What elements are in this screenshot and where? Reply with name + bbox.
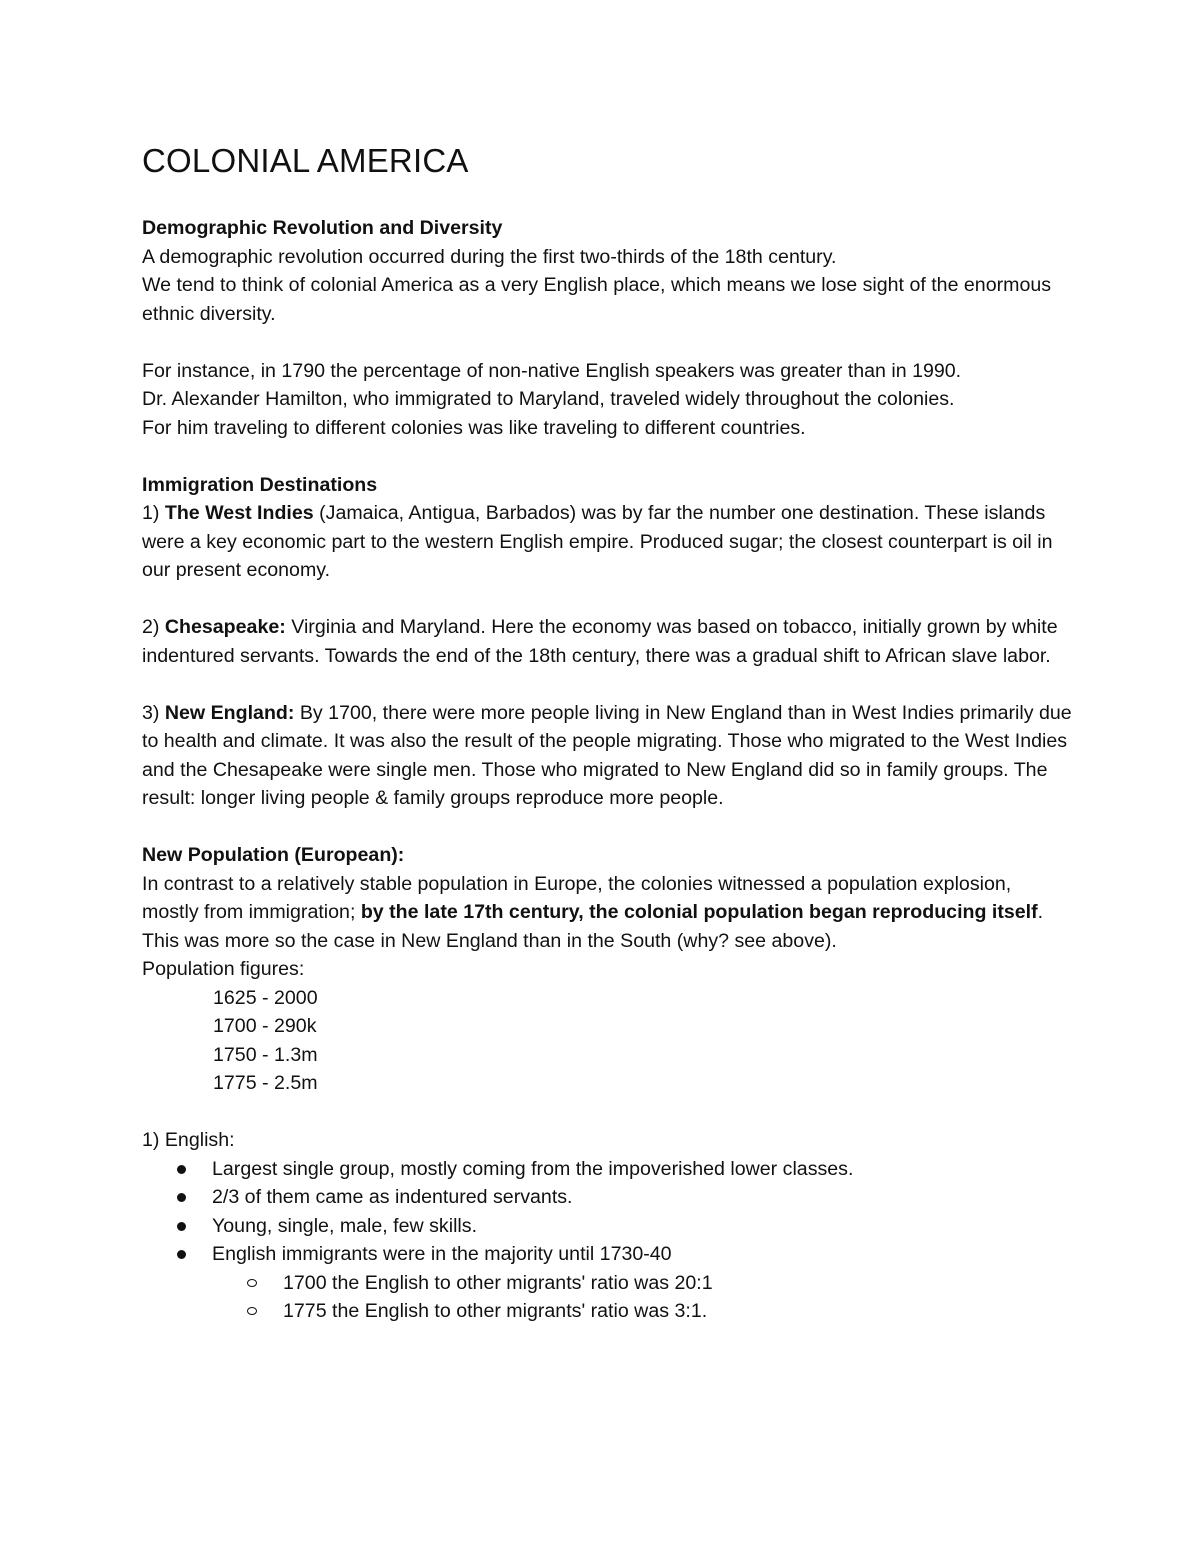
hollow-bullet-icon xyxy=(247,1307,257,1315)
destination-new-england xyxy=(142,699,1072,813)
item-text: (Jamaica, Antigua, Barbados) was by far the number one destination. These islands were a key economic part to the western English empire. Produced sugar; the closest counterpart is oil in our present economy. xyxy=(142,502,1053,581)
spacer xyxy=(142,670,1072,699)
emphasis-text: by the late 17th century, the colonial population began reproducing itself xyxy=(360,901,1038,923)
item-number: 1) xyxy=(142,502,165,524)
population-figure: 1750 - 1.3m xyxy=(213,1043,318,1066)
list-item: Young, single, male, few skills. xyxy=(212,1212,1072,1241)
paragraph-text: A demographic revolution occurred during the first two-thirds of the 18th century. xyxy=(142,245,837,268)
paragraph-text: We tend to think of colonial America as a very English place, which means we lose sight of the enormous ethnic diversity. xyxy=(142,274,1052,325)
item-text: Virginia and Maryland. Here the economy was based on tobacco, initially grown by white indentured servants. Towards the end of the 18th century, there was a gradual shift to African slave labor. xyxy=(142,616,1058,667)
section-heading-new-population: New Population (European): xyxy=(142,844,405,866)
list-item: 2/3 of them came as indentured servants. xyxy=(212,1183,1072,1212)
spacer xyxy=(142,328,1072,357)
item-bold-label: New England: xyxy=(164,701,295,724)
population-figure: 1700 - 290k xyxy=(213,1015,317,1037)
spacer xyxy=(142,813,1072,842)
spacer xyxy=(142,1098,1072,1127)
sub-list-item: 1700 the English to other migrants' ratio was 20:1 xyxy=(283,1269,1072,1298)
item-number: 3) xyxy=(142,701,165,724)
bullet-icon xyxy=(177,1222,186,1231)
sub-list-item: 1775 the English to other migrants' ratio was 3:1. xyxy=(283,1297,1072,1326)
paragraph-text: In contrast to a relatively stable population in Europe, the colonies witnessed a population explosion, mostly from immigration; xyxy=(142,872,1012,923)
hollow-bullet-icon xyxy=(247,1279,257,1287)
population-figures-label: Population figures: xyxy=(142,958,305,980)
item-text: By 1700, there were more people living in New England than in West Indies primarily due to health and climate. It was also the result of the people migrating. Those who migrated to the West Indies and the Chesapeake were single men. Those who migrated to New England did so in family groups. The result: longer living people & family groups reproduce more people. xyxy=(142,701,1072,809)
list-item: English immigrants were in the majority until 1730-40 1700 the English to other migrants' ratio was 20:1 1775 the English to other migrants' ratio was 3:1. xyxy=(212,1240,1072,1326)
document-page xyxy=(142,138,1072,1326)
population-paragraph xyxy=(142,870,1072,956)
section-heading-immigration: Immigration Destinations xyxy=(142,473,378,496)
item-bold-label: Chesapeake: xyxy=(164,616,286,638)
item-number: 2) xyxy=(142,616,165,638)
population-figure: 1775 - 2.5m xyxy=(213,1072,318,1094)
population-figure: 1625 - 2000 xyxy=(213,986,318,1009)
ratio-sub-list xyxy=(212,1269,1072,1326)
bullet-icon xyxy=(177,1165,186,1174)
document-title: COLONIAL AMERICA xyxy=(142,142,469,179)
paragraph-text: For him traveling to different colonies was like traveling to different countries. xyxy=(142,416,806,439)
spacer xyxy=(142,585,1072,614)
destination-west-indies xyxy=(142,499,1072,585)
bullet-icon xyxy=(177,1250,186,1259)
english-heading: 1) English: xyxy=(142,1129,235,1151)
paragraph-text: For instance, in 1790 the percentage of non-native English speakers was greater than in 1990. xyxy=(142,359,962,382)
spacer xyxy=(142,442,1072,471)
list-item: Largest single group, mostly coming from the impoverished lower classes. xyxy=(212,1155,1072,1184)
english-bullet-list xyxy=(142,1155,1072,1326)
paragraph-text: Dr. Alexander Hamilton, who immigrated to Maryland, traveled widely throughout the colonies. xyxy=(142,388,955,410)
item-bold-label: The West Indies xyxy=(164,502,314,524)
destination-chesapeake xyxy=(142,613,1072,670)
section-heading-demographic: Demographic Revolution and Diversity xyxy=(142,217,503,239)
paragraph-text: . This was more so the case in New England than in the South (why? see above). xyxy=(142,901,1044,952)
bullet-icon xyxy=(177,1193,186,1202)
